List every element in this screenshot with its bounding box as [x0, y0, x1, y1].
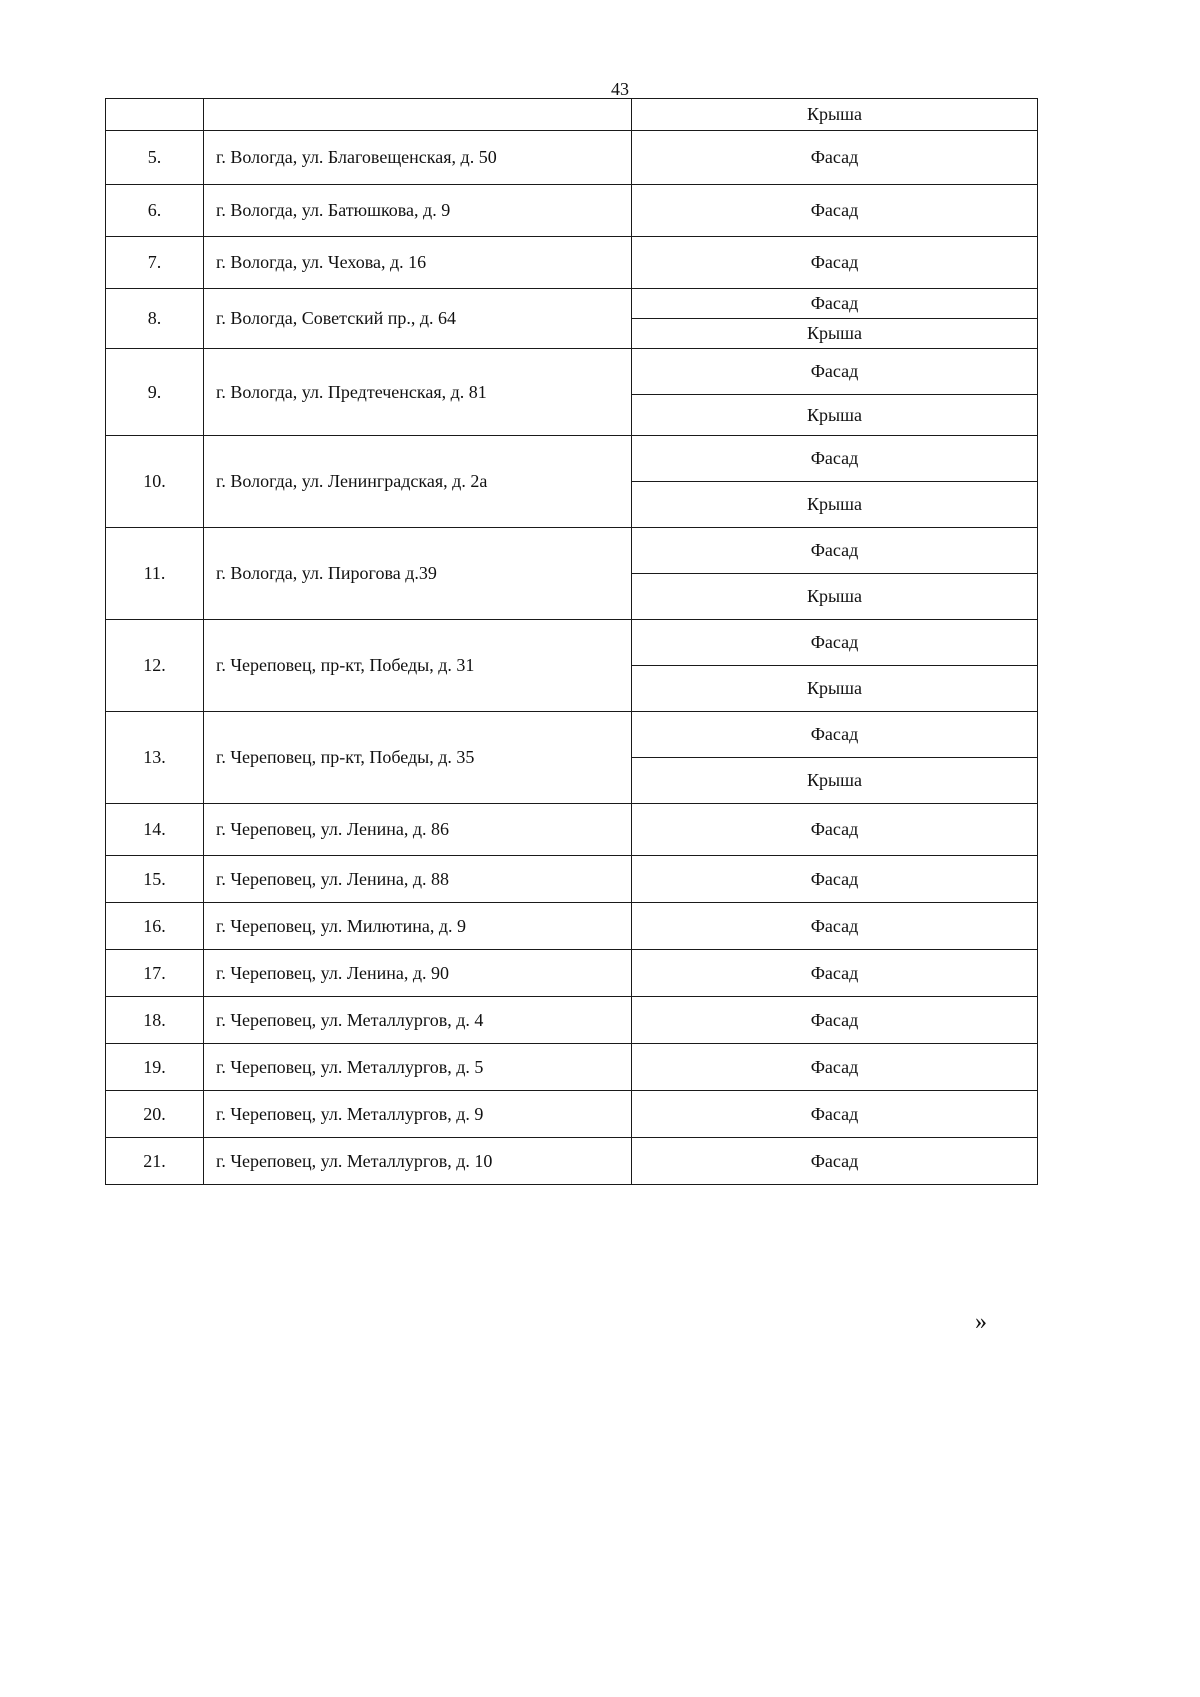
table-row — [106, 856, 1038, 903]
table-row — [106, 903, 1038, 950]
table-row — [106, 1091, 1038, 1138]
row-number: 19. — [106, 1044, 204, 1091]
row-work-type: Фасад — [632, 712, 1038, 758]
row-number: 7. — [106, 237, 204, 289]
row-number: 17. — [106, 950, 204, 997]
page-number: 43 — [611, 79, 629, 99]
row-work-type: Фасад — [632, 237, 1038, 289]
row-number: 5. — [106, 131, 204, 185]
row-work-type: Фасад — [632, 1138, 1038, 1185]
row-work-type: Фасад — [632, 436, 1038, 482]
row-work-type: Крыша — [632, 574, 1038, 620]
table-row — [106, 804, 1038, 856]
row-work-type: Фасад — [632, 131, 1038, 185]
table-row — [106, 528, 1038, 574]
row-work-type: Крыша — [632, 395, 1038, 436]
table-row-carryover — [106, 99, 1038, 131]
table-row — [106, 997, 1038, 1044]
row-work-type: Крыша — [632, 758, 1038, 804]
table-row — [106, 712, 1038, 758]
row-address: г. Вологда, ул. Ленинградская, д. 2а — [204, 436, 632, 528]
row-address: г. Вологда, ул. Чехова, д. 16 — [204, 237, 632, 289]
row-work-type: Фасад — [632, 620, 1038, 666]
objects-table-body — [106, 99, 1038, 1185]
row-address: г. Череповец, ул. Металлургов, д. 5 — [204, 1044, 632, 1091]
row-number: 20. — [106, 1091, 204, 1138]
row-work-type: Крыша — [632, 319, 1038, 349]
closing-quote-mark: » — [975, 1309, 987, 1335]
table-row — [106, 1044, 1038, 1091]
row-address: г. Вологда, Советский пр., д. 64 — [204, 289, 632, 349]
row-number: 21. — [106, 1138, 204, 1185]
row-number: 16. — [106, 903, 204, 950]
table-row — [106, 1138, 1038, 1185]
row-address: г. Череповец, ул. Ленина, д. 86 — [204, 804, 632, 856]
row-work-type: Крыша — [632, 99, 1038, 131]
row-address: г. Череповец, ул. Металлургов, д. 4 — [204, 997, 632, 1044]
row-address: г. Череповец, ул. Металлургов, д. 9 — [204, 1091, 632, 1138]
row-number: 18. — [106, 997, 204, 1044]
row-number: 9. — [106, 349, 204, 436]
row-address: г. Череповец, пр-кт, Победы, д. 35 — [204, 712, 632, 804]
row-address: г. Череповец, ул. Милютина, д. 9 — [204, 903, 632, 950]
table-row — [106, 620, 1038, 666]
table-row — [106, 289, 1038, 319]
row-address: г. Череповец, ул. Ленина, д. 90 — [204, 950, 632, 997]
row-address: г. Череповец, ул. Металлургов, д. 10 — [204, 1138, 632, 1185]
table-row — [106, 131, 1038, 185]
row-number: 13. — [106, 712, 204, 804]
row-address: г. Вологда, ул. Пирогова д.39 — [204, 528, 632, 620]
row-work-type: Фасад — [632, 349, 1038, 395]
row-address: г. Вологда, ул. Батюшкова, д. 9 — [204, 185, 632, 237]
row-work-type: Крыша — [632, 482, 1038, 528]
row-work-type: Фасад — [632, 185, 1038, 237]
row-work-type: Фасад — [632, 528, 1038, 574]
row-work-type: Крыша — [632, 666, 1038, 712]
objects-table — [105, 98, 1038, 1185]
row-number: 14. — [106, 804, 204, 856]
row-address: г. Череповец, ул. Ленина, д. 88 — [204, 856, 632, 903]
row-work-type: Фасад — [632, 1044, 1038, 1091]
row-number: 15. — [106, 856, 204, 903]
row-number: 10. — [106, 436, 204, 528]
row-work-type: Фасад — [632, 289, 1038, 319]
table-row — [106, 436, 1038, 482]
row-number — [106, 99, 204, 131]
row-address — [204, 99, 632, 131]
row-number: 6. — [106, 185, 204, 237]
row-address: г. Череповец, пр-кт, Победы, д. 31 — [204, 620, 632, 712]
row-number: 12. — [106, 620, 204, 712]
row-work-type: Фасад — [632, 804, 1038, 856]
row-number: 8. — [106, 289, 204, 349]
row-work-type: Фасад — [632, 903, 1038, 950]
row-work-type: Фасад — [632, 1091, 1038, 1138]
row-number: 11. — [106, 528, 204, 620]
row-work-type: Фасад — [632, 856, 1038, 903]
row-work-type: Фасад — [632, 997, 1038, 1044]
table-row — [106, 237, 1038, 289]
table-row — [106, 349, 1038, 395]
row-address: г. Вологда, ул. Благовещенская, д. 50 — [204, 131, 632, 185]
table-row — [106, 185, 1038, 237]
table-row — [106, 950, 1038, 997]
row-address: г. Вологда, ул. Предтеченская, д. 81 — [204, 349, 632, 436]
row-work-type: Фасад — [632, 950, 1038, 997]
